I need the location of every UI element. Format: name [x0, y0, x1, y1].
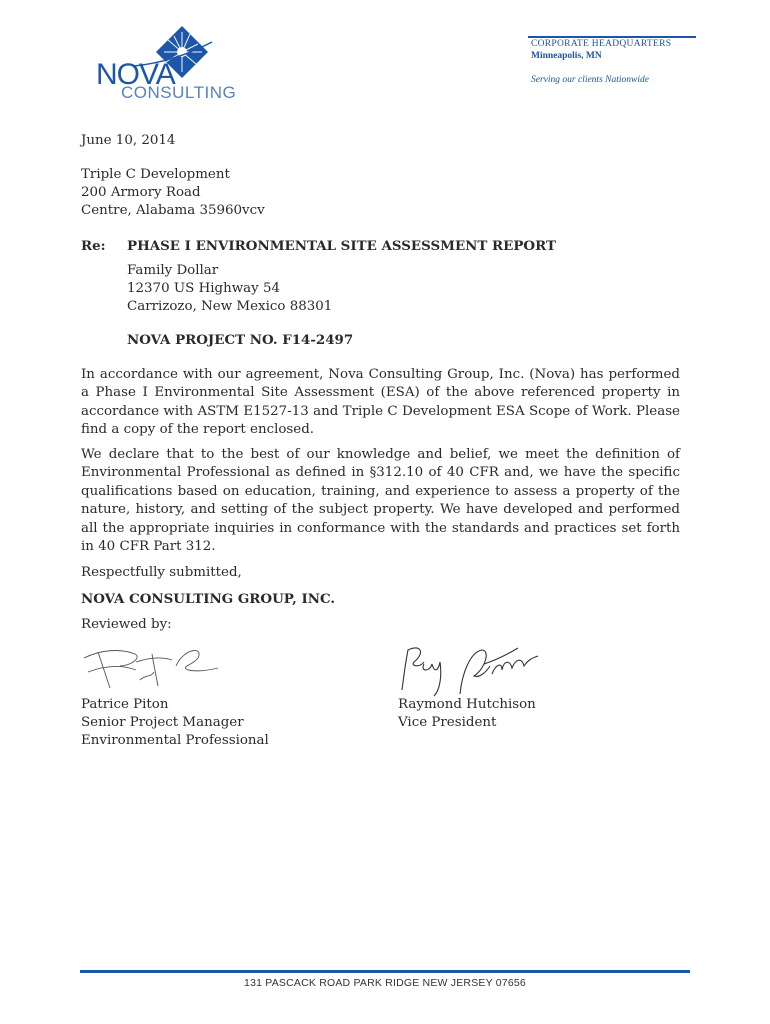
logo-wordmark: NOVA: [96, 58, 175, 91]
recipient-line: Triple C Development: [81, 167, 230, 182]
property-line: 12370 US Highway 54: [127, 281, 281, 296]
recipient-line: 200 Armory Road: [81, 185, 201, 200]
body-paragraph-1: In accordance with our agreement, Nova Consulting Group, Inc. (Nova) has performed a Phase I Environmental Site Assessment (ESA) of the above referenced property in accordance with ASTM E1527-13 and Triple C Development ESA Scope of Work. Please find a copy of the report enclosed.: [81, 367, 680, 438]
recipient-line: Centre, Alabama 35960vcv: [81, 203, 265, 218]
logo-subtitle: CONSULTING: [121, 83, 237, 102]
header-rule: [528, 36, 696, 38]
signer-2-name: Raymond Hutchison: [398, 697, 536, 712]
hq-tagline: Serving our clients Nationwide: [531, 75, 649, 85]
signer-1-role: Environmental Professional: [81, 733, 269, 748]
signer-1-name: Patrice Piton: [81, 697, 169, 712]
hq-city: Minneapolis, MN: [531, 51, 602, 61]
re-label: Re:: [81, 238, 106, 254]
property-line: Carrizozo, New Mexico 88301: [127, 299, 333, 314]
company-name: NOVA CONSULTING GROUP, INC.: [81, 591, 336, 607]
signature-hutchison: [390, 638, 550, 702]
footer-rule: [80, 970, 690, 973]
property-line: Family Dollar: [127, 263, 219, 278]
letter-date: June 10, 2014: [81, 133, 176, 148]
hq-title: CORPORATE HEADQUARTERS: [531, 39, 672, 49]
project-number: NOVA PROJECT NO. F14-2497: [127, 332, 354, 348]
signer-2-title: Vice President: [398, 715, 497, 730]
signature-piton: [80, 636, 220, 696]
reviewed-by: Reviewed by:: [81, 617, 172, 632]
closing: Respectfully submitted,: [81, 565, 242, 580]
footer-address: 131 PASCACK ROAD PARK RIDGE NEW JERSEY 07656: [244, 977, 526, 989]
signer-1-title: Senior Project Manager: [81, 715, 244, 730]
re-title: PHASE I ENVIRONMENTAL SITE ASSESSMENT REPORT: [127, 238, 556, 254]
body-paragraph-2: We declare that to the best of our knowledge and belief, we meet the definition of Environmental Professional as defined in §312.10 of 40 CFR and, we have the specific qualifications based on education, training, and experience to assess a property of the nature, history, and setting of the subject property. We have developed and performed all the appropriate inquiries in conformance with the standards and practices set forth in 40 CFR Part 312.: [81, 447, 680, 555]
